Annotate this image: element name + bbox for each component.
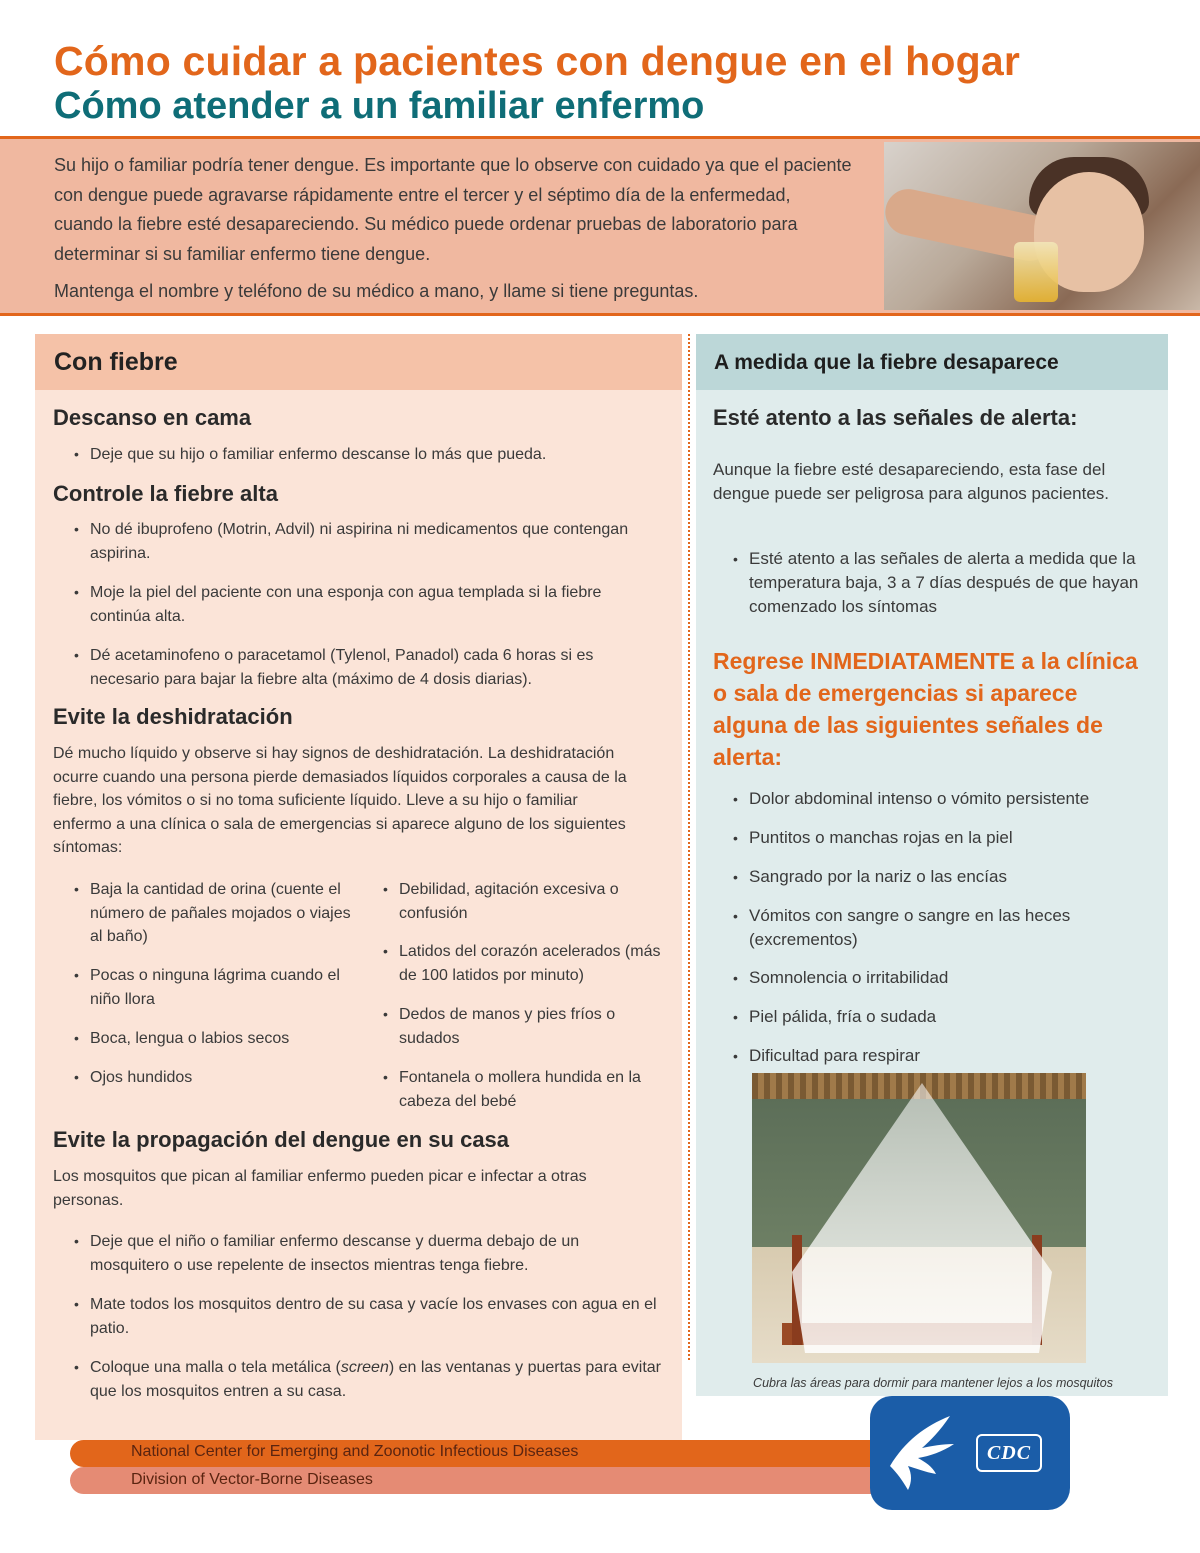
dehydration-list-left-3 [72,1027,362,1051]
dehydration-list-right-3 [381,1003,666,1050]
page-title: Cómo cuidar a pacientes con dengue en el hogar [54,38,1021,84]
photo-glass [1014,242,1058,302]
list-item: • Deje que el niño o familiar enfermo descanse y duerma debajo de un mosquitero o use repelente de insectos mientras tenga fiebre. [72,1230,662,1277]
fever-control-heading: Controle la fiebre alta [53,481,278,506]
alert-signs-list-2 [731,826,1161,850]
fever-disappearing-header [696,334,1168,390]
spread-heading: Evite la propagación del dengue en su casa [53,1127,510,1152]
intro-paragraph-1: Su hijo o familiar podría tener dengue. Es importante que lo observe con cuidado ya que el paciente con dengue puede agravarse rápidamente entre el tercer y el séptimo día de la enfermedad, cuando la fiebre esté desapareciendo. Su médico puede ordenar pruebas de laboratorio para determinar si su familiar enfermo tiene dengue. [54,155,852,264]
with-fever-heading: Con fiebre [54,348,178,376]
dehydration-text: Dé mucho líquido y observe si hay signos de deshidratación. La deshidratación ocurre cuando una persona pierde demasiados líquidos corporales a causa de la fiebre, los vómitos o si no toma suficiente líquido. Lleve a su hijo o familiar enfermo a una clínica o sala de emergencias si aparece alguno de los siguientes síntomas: [53,745,627,856]
photo-caption: Cubra las áreas para dormir para mantener lejos a los mosquitos [753,1376,1113,1390]
list-item: • Sangrado por la nariz o las encías [731,865,1161,889]
alert-signs-list [731,787,1161,811]
dehydration-heading: Evite la deshidratación [53,704,293,729]
list-item [72,1356,662,1403]
alert-signs-list-4 [731,904,1131,952]
dehydration-list-left-2 [72,964,362,1011]
alert-signs-list-6 [731,1005,1161,1029]
list-item: • Mate todos los mosquitos dentro de su casa y vacíe los envases con agua en el patio. [72,1293,662,1340]
dehydration-list-left-4 [72,1066,362,1090]
list-item: • Latidos del corazón acelerados (más de 100 latidos por minuto) [381,940,666,987]
list-item: • Esté atento a las señales de alerta a medida que la temperatura baja, 3 a 7 días después de que hayan comenzado los síntomas [731,547,1151,619]
list-item: • Piel pálida, fría o sudada [731,1005,1161,1029]
fever-control-list [72,518,652,565]
list-item: • Boca, lengua o labios secos [72,1027,362,1051]
item-text-end: ) en las ventanas y puertas para evitar que los mosquitos entren a su casa. [90,1359,661,1400]
list-item: • Fontanela o mollera hundida en la cabeza del bebé [381,1066,666,1113]
list-item: • Vómitos con sangre o sangre en las heces (excrementos) [731,904,1131,952]
fever-control-list-2 [72,581,652,628]
dehydration-list-left [72,878,362,949]
fever-control-list-3 [72,644,652,691]
page-subtitle: Cómo atender a un familiar enfermo [54,85,705,127]
list-item: • Dificultad para respirar [731,1044,1161,1068]
alert-signs-list-5 [731,966,1161,990]
photo-mosquito-net [792,1083,1052,1353]
list-item: • No dé ibuprofeno (Motrin, Advil) ni aspirina ni medicamentos que contengan aspirina. [72,518,652,565]
spread-list [72,1230,662,1277]
cdc-logo: CDC [976,1434,1042,1472]
list-item: • Somnolencia o irritabilidad [731,966,1161,990]
intro-banner [0,136,1200,316]
spread-text: Los mosquitos que pican al familiar enfermo pueden picar e infectar a otras personas. [53,1168,587,1209]
list-item: • Moje la piel del paciente con una esponja con agua templada si la fiebre continúa alta. [72,581,652,628]
with-fever-header [35,334,682,390]
intro-paragraph-2: Mantenga el nombre y teléfono de su médico a mano, y llame si tiene preguntas. [54,281,699,301]
list-item: • Dedos de manos y pies fríos o sudados [381,1003,666,1050]
dehydration-list-right-2 [381,940,666,987]
list-item: • Puntitos o manchas rojas en la piel [731,826,1161,850]
mosquito-net-photo [752,1073,1086,1363]
bed-rest-list [72,443,672,467]
footer-center-name: National Center for Emerging and Zoonotic Infectious Diseases [131,1443,579,1460]
column-divider [688,334,690,1360]
warning-signs-list [731,547,1151,619]
list-item: • Baja la cantidad de orina (cuente el número de pañales mojados o viajes al baño) [72,878,362,949]
alert-signs-list-7 [731,1044,1161,1068]
list-item: • Dolor abdominal intenso o vómito persistente [731,787,1161,811]
warning-signs-text: Aunque la fiebre esté desapareciendo, esta fase del dengue puede ser peligrosa para algunos pacientes. [713,460,1110,503]
item-text-start: Coloque una malla o tela metálica ( [90,1359,341,1376]
warning-signs-heading: Esté atento a las señales de alerta: [713,405,1078,430]
fever-disappearing-heading: A medida que la fiebre desaparece [714,351,1059,374]
sick-child-photo [884,142,1200,310]
item-text-emphasis: screen [340,1359,389,1376]
intro-text [54,151,854,307]
spread-list-2 [72,1293,662,1340]
footer-division-name: Division of Vector-Borne Diseases [131,1471,373,1488]
list-item: • Pocas o ninguna lágrima cuando el niño llora [72,964,362,1011]
bed-rest-heading: Descanso en cama [53,405,252,430]
alert-signs-list-3 [731,865,1161,889]
list-item: • Deje que su hijo o familiar enfermo descanse lo más que pueda. [72,443,672,467]
dehydration-list-right-4 [381,1066,666,1113]
list-item: • Ojos hundidos [72,1066,362,1090]
return-immediately-heading: Regrese INMEDIATAMENTE a la clínica o sala de emergencias si aparece alguna de las siguientes señales de alerta: [713,648,1138,770]
spread-list-3 [72,1356,662,1403]
eagle-icon [870,1396,980,1510]
dehydration-list-right [381,878,666,925]
list-item: • Debilidad, agitación excesiva o confusión [381,878,666,925]
list-item: • Dé acetaminofeno o paracetamol (Tylenol, Panadol) cada 6 horas si es necesario para bajar la fiebre alta (máximo de 4 dosis diarias). [72,644,652,691]
